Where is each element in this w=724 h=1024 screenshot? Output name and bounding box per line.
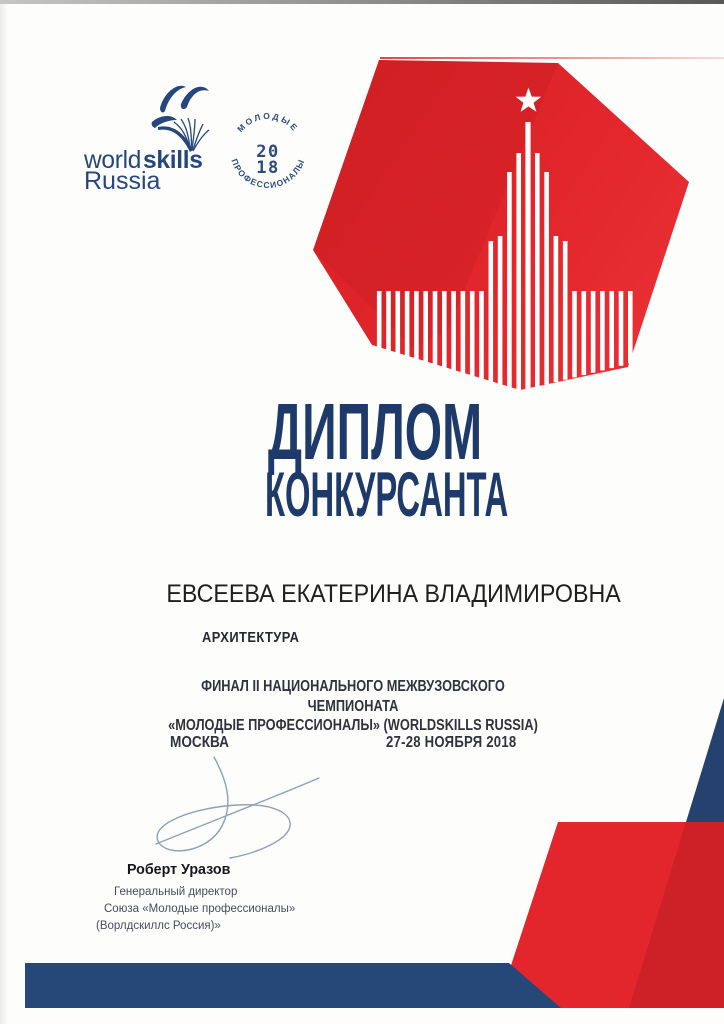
badge-year-20: 20 — [256, 142, 280, 162]
badge-arc-top-text: МОЛОДЫЕ — [235, 110, 302, 135]
event-title — [161, 677, 545, 736]
wordmark-russia: Russia — [84, 167, 161, 195]
diploma-title-line2: КОНКУРСАНТА — [265, 460, 509, 530]
signatory-name: Роберт Уразов — [127, 861, 231, 878]
signatory-role — [96, 884, 295, 935]
event-dates: 27-28 НОЯБРЯ 2018 — [386, 734, 517, 751]
signatory-role-line2: Союза «Молодые профессионалы» — [104, 903, 296, 915]
signatory-role-line3: (Ворлдскиллс Россия)» — [96, 920, 221, 932]
scan-edge-top — [0, 0, 724, 4]
diploma-title-line1: ДИПЛОМ — [267, 387, 483, 476]
kremlin-tower-hexagon-emblem — [290, 40, 700, 440]
badge-year-18: 18 — [256, 158, 280, 178]
wordmark-world: world — [84, 146, 142, 174]
event-city: МОСКВА — [170, 734, 229, 751]
event-title-line2: «МОЛОДЫЕ ПРОФЕССИОНАЛЫ» (WORLDSKILLS RUSSIA) — [168, 717, 538, 734]
scan-edge-left — [0, 0, 8, 1024]
signatory-role-line1: Генеральный директор — [114, 886, 238, 898]
signature — [140, 750, 340, 870]
red-navy-overlap — [629, 822, 724, 1008]
red-parallelogram — [497, 822, 724, 1008]
navy-bottom-bar — [25, 963, 561, 1008]
recipient-name: ЕВСЕЕВА ЕКАТЕРИНА ВЛАДИМИРОВНА — [166, 580, 621, 608]
navy-diagonal-band — [686, 698, 724, 822]
wordmark-skills: skills — [143, 146, 203, 174]
competence-label: АРХИТЕКТУРА — [202, 629, 300, 646]
worldskills-hands-icon — [150, 80, 212, 154]
event-title-line1: ФИНАЛ II НАЦИОНАЛЬНОГО МЕЖВУЗОВСКОГО ЧЕМПИОНАТА — [201, 678, 505, 715]
badge-arc-bottom-text: ПРОФЕССИОНАЛЫ — [229, 157, 307, 191]
